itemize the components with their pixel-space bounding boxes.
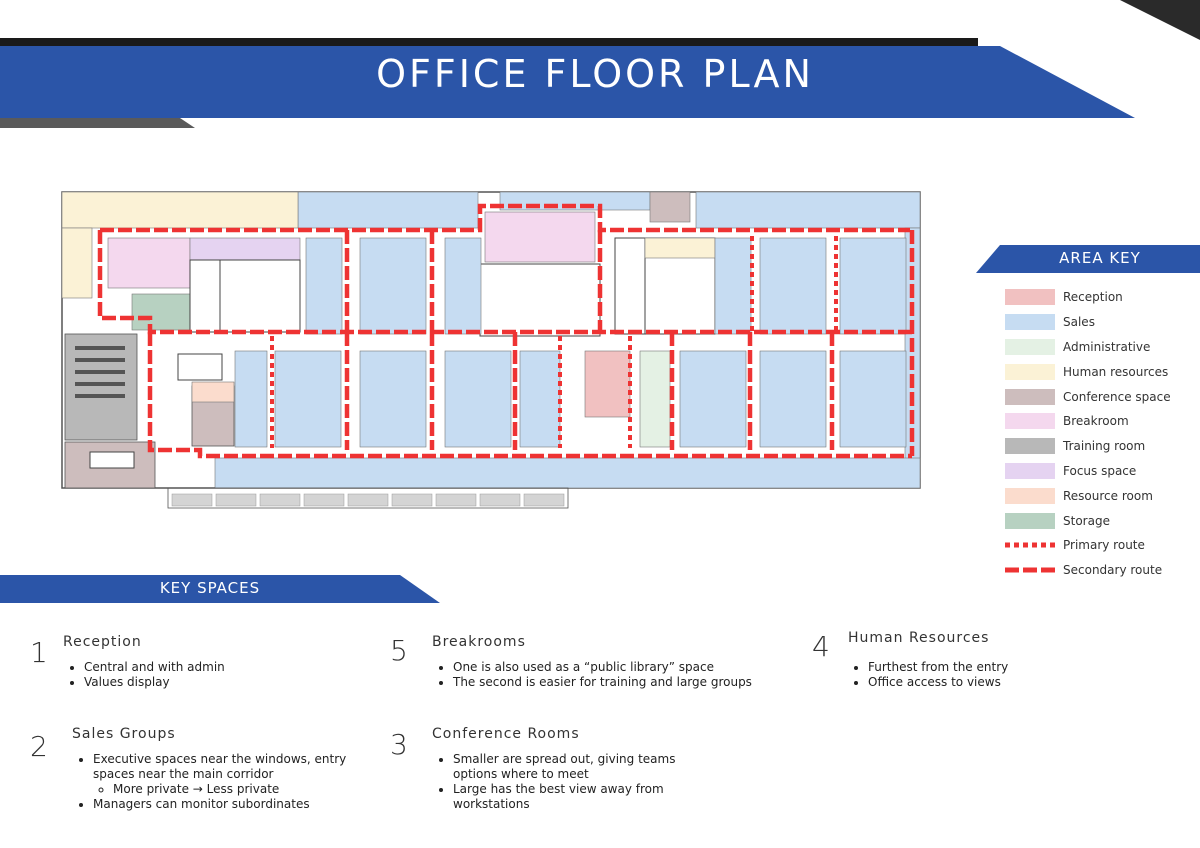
color-swatch [1005, 413, 1055, 429]
area-key-label: Reception [1063, 290, 1123, 305]
area-key-label: Resource room [1063, 488, 1153, 503]
focus-space-row [190, 238, 300, 260]
bullet: • Smaller are spread out, giving teams options where to meet [453, 752, 713, 782]
color-swatch [1005, 364, 1055, 380]
primary-route-swatch [1005, 537, 1055, 553]
key-space-title: Reception [63, 634, 142, 650]
bullet: • Large has the best view away from workstations [453, 782, 713, 812]
area-key-item [1005, 483, 1195, 508]
area-key-label: Secondary route [1063, 563, 1163, 578]
key-space-bullets [848, 660, 1168, 690]
area-key-item [1005, 384, 1195, 409]
reception-area [585, 351, 630, 417]
secondary-route-swatch [1005, 562, 1055, 578]
storage-1 [132, 294, 190, 330]
color-swatch [1005, 339, 1055, 355]
key-space-title: Breakrooms [432, 634, 526, 650]
bullet: • Furthest from the entry [868, 660, 1168, 675]
key-spaces-title: KEY SPACES [159, 579, 261, 597]
breakroom-1 [108, 238, 190, 288]
area-key-label: Human resources [1063, 364, 1169, 379]
color-swatch [1005, 389, 1055, 405]
page-title: OFFICE FLOOR PLAN [376, 52, 814, 96]
sub-bullets [93, 782, 353, 797]
area-key-item [1005, 558, 1195, 583]
color-swatch [1005, 289, 1055, 305]
bullet: • One is also used as a “public library” space [453, 660, 813, 675]
key-space-title: Sales Groups [72, 726, 176, 742]
area-key-item [1005, 533, 1195, 558]
area-key-label: Training room [1063, 439, 1146, 454]
area-key-item [1005, 459, 1195, 484]
color-swatch [1005, 314, 1055, 330]
color-swatch [1005, 463, 1055, 479]
area-key-label: Breakroom [1063, 414, 1129, 429]
bullet: • The second is easier for training and large groups [453, 675, 813, 690]
area-key-list [1005, 285, 1195, 583]
bullet: • Office access to views [868, 675, 1168, 690]
key-space-title: Human Resources [848, 630, 990, 646]
area-key-item [1005, 310, 1195, 335]
area-key-item [1005, 409, 1195, 434]
bullet: • Executive spaces near the windows, entry spaces near the main corridor [93, 752, 353, 782]
bullet: • Central and with admin [84, 660, 384, 675]
key-space-number: 1 [30, 636, 48, 669]
color-swatch [1005, 438, 1055, 454]
bullet: • Managers can monitor subordinates [93, 797, 353, 812]
area-key-label: Focus space [1063, 463, 1137, 478]
key-space-number: 3 [390, 728, 408, 761]
floor-plan-diagram [60, 186, 928, 531]
area-key-label: Conference space [1063, 389, 1171, 404]
area-key-item [1005, 285, 1195, 310]
key-space-bullets [433, 752, 713, 812]
key-space-bullets [73, 752, 353, 812]
admin-area [640, 351, 670, 447]
area-key-item [1005, 335, 1195, 360]
area-key-item [1005, 359, 1195, 384]
color-swatch [1005, 488, 1055, 504]
area-key-label: Primary route [1063, 538, 1145, 553]
area-key-item [1005, 508, 1195, 533]
breakroom-2 [485, 212, 595, 262]
area-key-label: Administrative [1063, 339, 1151, 354]
key-space-title: Conference Rooms [432, 726, 580, 742]
area-key-label: Storage [1063, 513, 1110, 528]
sub-bullet: ◦ More private → Less private [113, 782, 353, 797]
area-key-label: Sales [1063, 315, 1095, 330]
key-space-bullets [64, 660, 384, 690]
area-key-item [1005, 434, 1195, 459]
key-space-number: 5 [390, 634, 408, 667]
bullet: • Values display [84, 675, 384, 690]
area-key-title: AREA KEY [1059, 249, 1141, 267]
key-space-number: 2 [30, 730, 48, 763]
key-space-number: 4 [812, 630, 830, 663]
corner-accent [1120, 0, 1200, 40]
key-space-bullets [433, 660, 813, 690]
color-swatch [1005, 513, 1055, 529]
